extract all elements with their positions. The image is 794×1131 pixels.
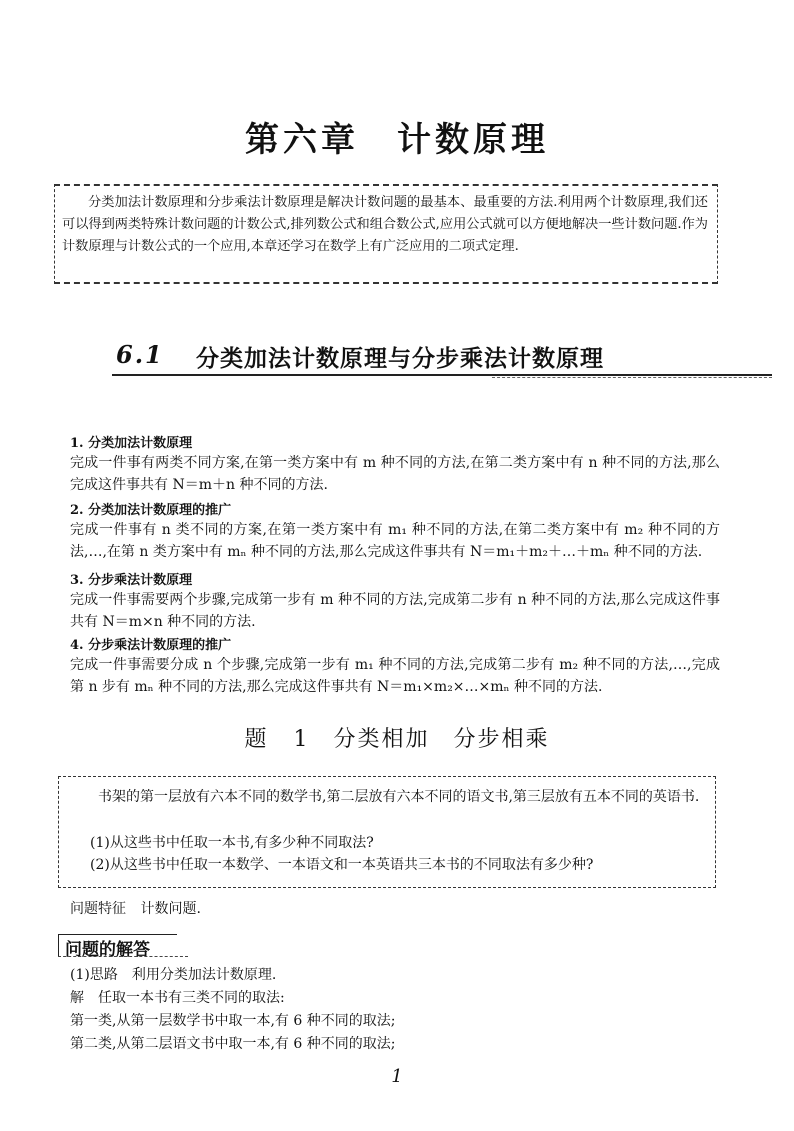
principle-heading: 3. 分步乘法计数原理 (70, 573, 193, 588)
section-rule-dashed (492, 377, 772, 378)
intro-text: 分类加法计数原理和分步乘法计数原理是解决计数问题的最基本、最重要的方法.利用两个计数原理,我们还可以得到两类特殊计数问题的计数公式,排列数公式和组合数公式,应用公式就可以方便地解决一些计数问题.作为计数原理与计数公式的一个应用,本章还学习在数学上有广泛应用的二项式定理. (62, 195, 708, 254)
principle-body: 完成一件事有两类不同方案,在第一类方案中有 m 种不同的方法,在第二类方案中有 n 种不同的方法,那么完成这件事共有 N＝m＋n 种不同的方法. (70, 455, 720, 493)
problem-statement: 书架的第一层放有六本不同的数学书,第二层放有六本不同的语文书,第三层放有五本不同的英语书. (98, 789, 700, 805)
page-number: 1 (391, 1066, 403, 1087)
problem-question-1: (1)从这些书中任取一本书,有多少种不同取法? (90, 835, 374, 851)
answer-line: 解 任取一本书有三类不同的取法: (70, 990, 285, 1006)
problem-question-2: (2)从这些书中任取一本数学、一本语文和一本英语共三本书的不同取法有多少种? (90, 857, 594, 873)
answer-line: 第二类,从第二层语文书中取一本,有 6 种不同的取法; (70, 1036, 396, 1052)
principle-body: 完成一件事有 n 类不同的方案,在第一类方案中有 m₁ 种不同的方法,在第二类方案中有 m₂ 种不同的方法,…,在第 n 类方案中有 mₙ 种不同的方法,那么完成这件事共有 N＝m₁＋m₂＋…＋mₙ 种不同的方法. (70, 522, 720, 560)
principle-body: 完成一件事需要两个步骤,完成第一步有 m 种不同的方法,完成第二步有 n 种不同的方法,那么完成这件事共有 N＝m×n 种不同的方法. (70, 592, 720, 630)
problem-feature-label: 问题特征 (70, 901, 126, 917)
section-header (112, 340, 642, 376)
principle-heading: 2. 分类加法计数原理的推广 (70, 503, 232, 518)
chapter-title: 第六章 计数原理 (245, 120, 549, 160)
answer-rule (58, 956, 188, 957)
principle-heading: 4. 分步乘法计数原理的推广 (70, 638, 232, 653)
answer-line: 第一类,从第一层数学书中取一本,有 6 种不同的取法; (70, 1013, 396, 1029)
problem-feature-text: 计数问题. (140, 901, 201, 917)
principle-body: 完成一件事需要分成 n 个步骤,完成第一步有 m₁ 种不同的方法,完成第二步有 m₂ 种不同的方法,…,完成第 n 步有 mₙ 种不同的方法,那么完成这件事共有 N＝m₁×m₂×…×mₙ 种不同的方法. (70, 657, 720, 695)
answer-line: (1)思路 利用分类加法计数原理. (70, 967, 277, 983)
answer-tab: 问题的解答 (58, 934, 177, 957)
section-title: 分类加法计数原理与分步乘法计数原理 (196, 345, 604, 372)
section-number: 6.1 (116, 340, 164, 369)
problem-title: 题 1 分类相加 分步相乘 (244, 727, 550, 752)
problem-feature (70, 898, 370, 920)
section-rule (112, 374, 772, 376)
principle-heading: 1. 分类加法计数原理 (70, 436, 193, 451)
